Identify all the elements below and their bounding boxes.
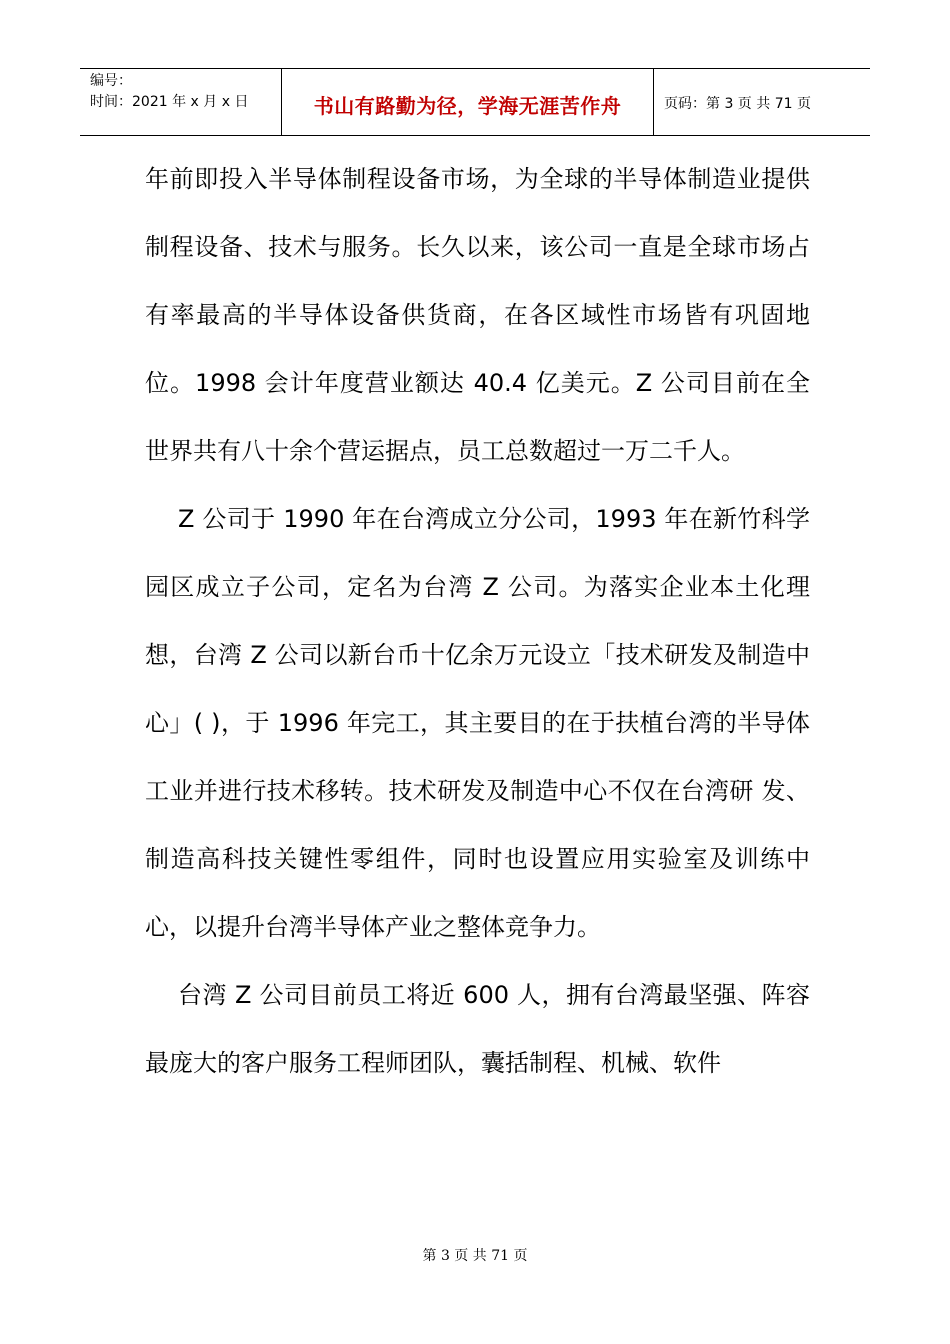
header-page-info: 页码：第 3 页 共 71 页: [664, 96, 811, 112]
header-page-info-cell: [654, 69, 870, 135]
body-paragraph: 年前即投入半导体制程设备市场，为全球的半导体制造业提供制程设备、技术与服务。长久以来，该公司一直是全球市场占有率最高的半导体设备供货商，在各区域性市场皆有巩固地位。1998 会计年度营业额达 40.4 亿美元。Z 公司目前在全世界共有八十余个营运据点，员工总数超过一万二千人。: [145, 165, 810, 465]
page-footer: 第 3 页 共 71 页: [422, 1248, 528, 1264]
header-meta: [80, 69, 282, 135]
body-paragraph: Z 公司于 1990 年在台湾成立分公司，1993 年在新竹科学园区成立子公司，定名为台湾 Z 公司。为落实企业本土化理想，台湾 Z 公司以新台币十亿余万元设立「技术研发及制造中心」( )，于 1996 年完工，其主要目的在于扶植台湾的半导体工业并进行技术移转。技术研发及制造中心不仅在台湾研 发、制造高科技关键性零组件，同时也设置应用实验室及训练中心，以提升台湾半导体产业之整体竞争力。: [145, 505, 810, 941]
document-date: 时间：2021 年 x 月 x 日: [90, 94, 249, 110]
document-body: [145, 145, 810, 1097]
document-number-label: 编号：: [90, 73, 132, 89]
page-header: [80, 68, 870, 136]
header-motto-cell: [282, 69, 654, 135]
header-motto: 书山有路勤为径，学海无涯苦作舟: [313, 93, 622, 118]
body-paragraph: 台湾 Z 公司目前员工将近 600 人，拥有台湾最坚强、阵容最庞大的客户服务工程师团队，囊括制程、机械、软件: [145, 981, 810, 1077]
